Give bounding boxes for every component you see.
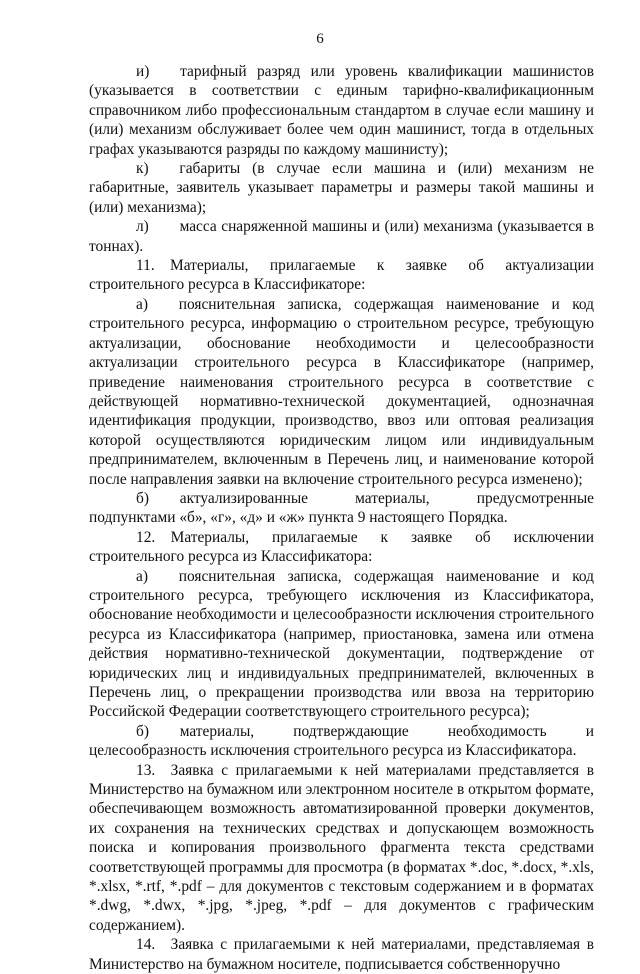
paragraph-11: 11. Материалы, прилагаемые к заявке об актуализации строительного ресурса в Классификаторе:	[89, 257, 594, 294]
paragraph-11-b: б) актуализированные материалы, предусмотренные подпунктами «б», «г», «д» и «ж» пункта 9 настоящего Порядка.	[89, 489, 594, 527]
paragraph-12-a: а) пояснительная записка, содержащая наименование и код строительного ресурса, требующего исключения из Классификатора, обоснование необходимости и целесообразности исключения строительного ресурса из Классификатора (например, приостановка, замена или отмена действия нормативно-технической документации, подтверждение от юридических лиц и индивидуальных предпринимателей, включенных в Перечень лиц, о прекращении производства или ввоза на территорию Российской Федерации соответствующего строительного ресурса);	[89, 567, 594, 721]
paragraph-item-k: к) габариты (в случае если машина и (или) механизм не габаритные, заявитель указывает параметры и размеры такой машины и (или) механизма);	[89, 160, 594, 216]
paragraph-12-b: б) материалы, подтверждающие необходимость и целесообразность исключения строительного ресурса из Классификатора.	[89, 722, 594, 760]
paragraph-14: 14. Заявка с прилагаемыми к ней материалами, представляемая в Министерство на бумажном носителе, подписывается собственноручно	[89, 936, 594, 973]
paragraph-item-i: и) тарифный разряд или уровень квалификации машинистов (указывается в соответствии с единым тарифно-квалификационным справочником либо профессиональным стандартом в случае если машину и (или) механизм обслуживает более чем один машинист, тогда в отдельных графах указываются разряды по каждому машинисту);	[89, 63, 594, 158]
page-number: 6	[316, 31, 324, 47]
paragraph-12: 12. Материалы, прилагаемые к заявке об исключении строительного ресурса из Классификатора:	[89, 528, 594, 566]
paragraph-13: 13. Заявка с прилагаемыми к ней материалами представляется в Министерство на бумажном или электронном носителе в открытом формате, обеспечивающем возможность автоматизированной проверки документов, их сохранения на технических средствах и допускающем возможность поиска и копирования произвольного фрагмента текста средствами соответствующей программы для просмотра (в форматах *.doc, *.docx, *.xls, *.xlsx, *.rtf, *.pdf – для документов с текстовым содержанием и в форматах *.dwg, *.dwx, *.jpg, *.jpeg, *.pdf – для документов с графическим содержанием).	[89, 761, 594, 934]
paragraph-11-a: а) пояснительная записка, содержащая наименование и код строительного ресурса, информацию о строительном ресурсе, требующую актуализации, обоснование необходимости и целесообразности актуализации строительного ресурса в Классификаторе (например, приведение наименования строительного ресурса в соответствие с действующей нормативно-технической документацией, однозначная идентификация продукции, производство, ввоз или оптовая реализация которой осуществляются юридическим лицом или индивидуальным предпринимателем, включенным в Перечень лиц, и наименование которой после направления заявки на включение строительного ресурса изменено);	[89, 295, 594, 488]
paragraph-item-l: л) масса снаряженной машины и (или) механизма (указывается в тоннах).	[89, 218, 594, 255]
document-body	[89, 62, 594, 974]
